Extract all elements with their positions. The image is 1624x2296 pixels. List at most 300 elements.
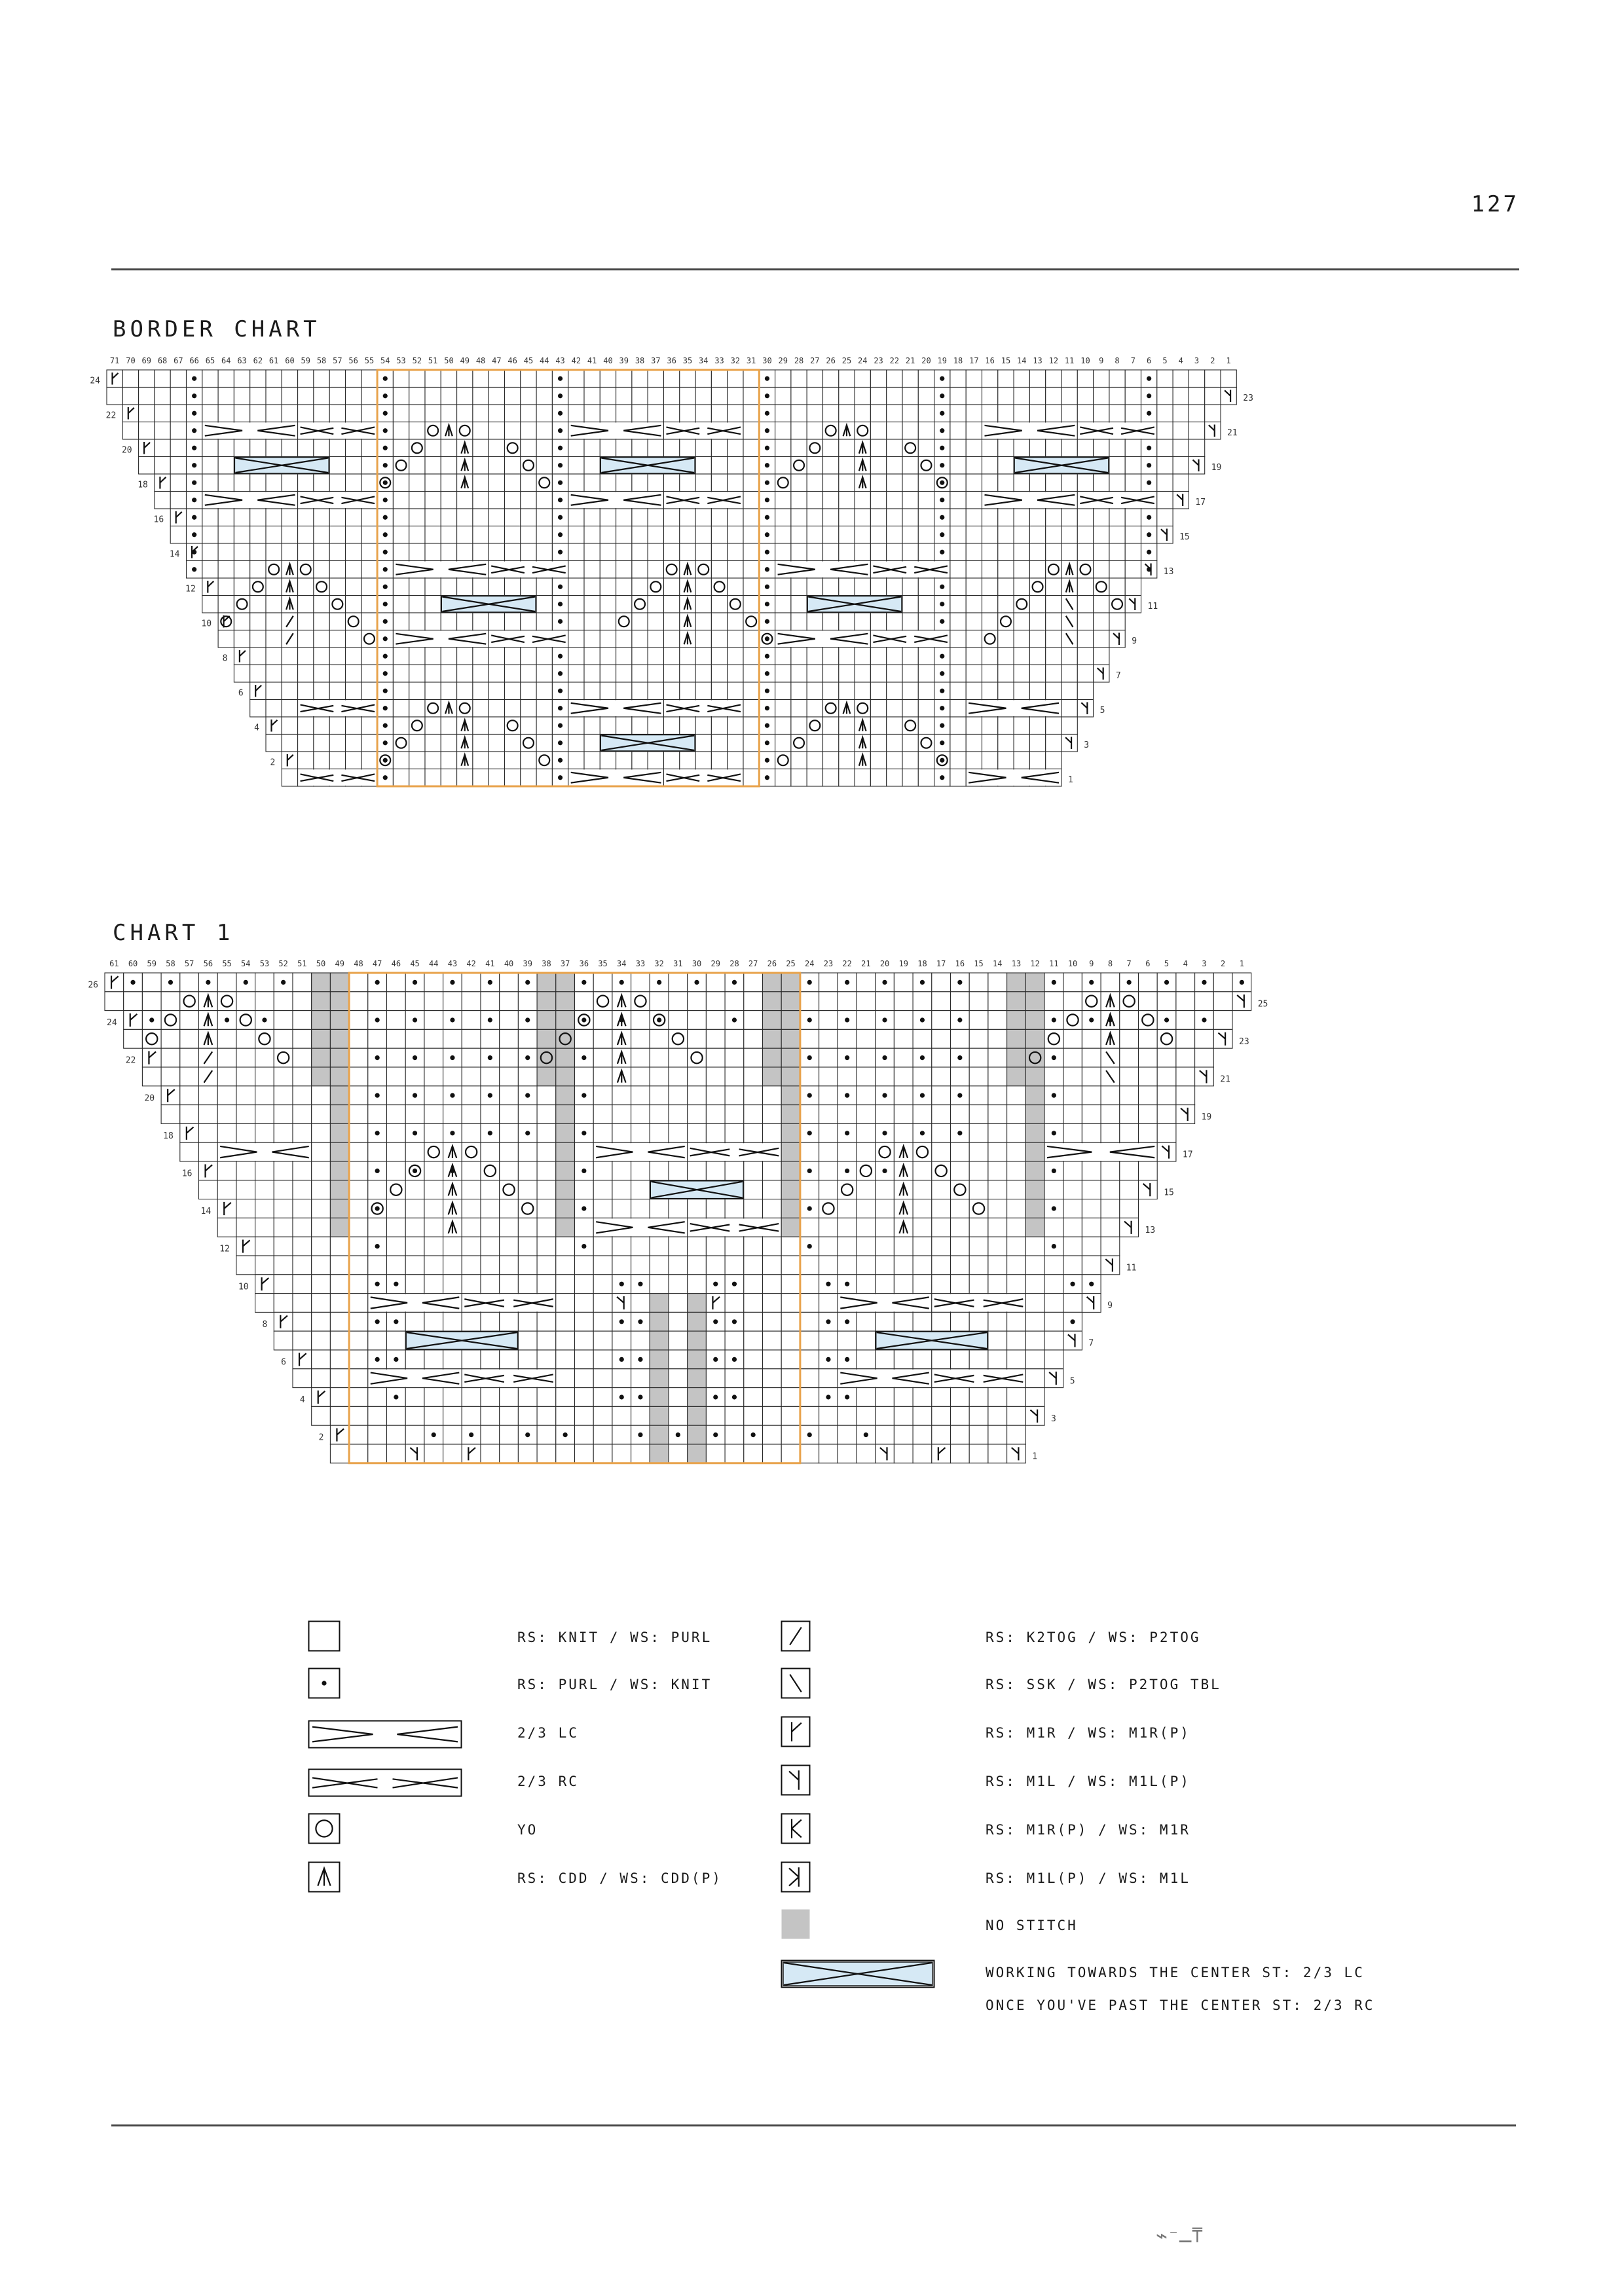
stitch-cell: [473, 509, 489, 526]
stitch-cell: [857, 973, 876, 992]
stitch-cell: [443, 1425, 462, 1444]
stitch-cell: [1094, 388, 1109, 405]
stitch-cell: [669, 992, 688, 1011]
stitch-cell: [255, 1029, 274, 1048]
purl-dot: [488, 1131, 492, 1135]
stitch-cell: [349, 992, 368, 1011]
column-number: 12: [1030, 959, 1040, 968]
stitch-cell: [857, 992, 876, 1011]
purl-dot: [940, 515, 944, 520]
purl-dot: [1052, 1055, 1056, 1060]
stitch-cell: [1063, 973, 1082, 992]
stitch-cell: [593, 1256, 612, 1275]
purl-dot: [619, 980, 624, 985]
stitch-cell: [425, 613, 441, 630]
stitch-cell: [819, 1444, 838, 1463]
column-number: 19: [898, 959, 908, 968]
stitch-cell: [1139, 973, 1158, 992]
center-cable: [234, 458, 329, 474]
stitch-cell: [664, 717, 680, 735]
stitch-cell: [1063, 1123, 1082, 1142]
column-number: 42: [571, 356, 581, 365]
stitch-cell: [298, 526, 314, 544]
stitch-cell: [425, 405, 441, 422]
stitch-cell: [293, 1294, 312, 1313]
stitch-cell: [988, 1161, 1007, 1180]
stitch-cell: [600, 439, 616, 457]
stitch-cell: [387, 1444, 406, 1463]
stitch-cell: [781, 1067, 800, 1086]
stitch-cell: [349, 1444, 368, 1463]
stitch-cell: [274, 992, 293, 1011]
stitch-cell: [966, 613, 982, 630]
stitch-cell: [823, 682, 839, 700]
purl-dot: [558, 532, 563, 537]
stitch-cell: [819, 1067, 838, 1086]
stitch-cell: [823, 509, 839, 526]
stitch-cell: [1082, 1086, 1101, 1105]
stitch-cell: [966, 578, 982, 596]
purl-dot: [192, 481, 196, 485]
stitch-cell: [839, 769, 855, 787]
stitch-cell: [1125, 439, 1141, 457]
stitch-cell: [329, 439, 345, 457]
stitch-cell: [894, 1123, 913, 1142]
stitch-cell: [536, 700, 552, 718]
stitch-cell: [1139, 992, 1158, 1011]
stitch-cell: [982, 596, 998, 613]
purl-dot: [807, 1055, 812, 1060]
stitch-cell: [593, 1048, 612, 1067]
stitch-cell: [1120, 1161, 1139, 1180]
stitch-cell: [234, 509, 249, 526]
stitch-cell: [1014, 509, 1029, 526]
stitch-cell: [969, 1350, 988, 1369]
stitch-cell: [293, 973, 312, 992]
stitch-cell: [695, 682, 711, 700]
stitch-cell: [763, 1369, 782, 1388]
legend-label: 2/3 LC: [517, 1725, 579, 1741]
stitch-cell: [969, 1029, 988, 1048]
stitch-cell: [743, 717, 759, 735]
stitch-cell: [405, 1406, 424, 1425]
chart-row: [234, 647, 1109, 665]
stitch-cell: [706, 973, 725, 992]
stitch-cell: [330, 1218, 349, 1237]
stitch-cell: [518, 1199, 537, 1218]
stitch-cell: [346, 526, 361, 544]
stitch-cell: [680, 439, 695, 457]
stitch-cell: [330, 1011, 349, 1030]
stitch-cell: [1044, 1369, 1063, 1388]
stitch-cell: [600, 630, 616, 648]
purl-dot: [957, 1093, 962, 1098]
column-number: 31: [746, 356, 756, 365]
stitch-cell: [349, 1011, 368, 1030]
stitch-cell: [481, 1275, 500, 1294]
stitch-cell: [234, 630, 249, 648]
stitch-cell: [781, 1369, 800, 1388]
stitch-cell: [457, 665, 473, 683]
stitch-cell: [180, 992, 199, 1011]
stitch-cell: [1232, 992, 1251, 1011]
purl-dot: [558, 619, 563, 624]
stitch-cell: [1139, 1067, 1158, 1086]
purl-dot: [807, 1093, 812, 1098]
stitch-cell: [425, 752, 441, 769]
purl-dot: [130, 980, 135, 985]
stitch-cell: [1044, 1105, 1063, 1124]
stitch-cell: [791, 543, 807, 561]
stitch-cell: [537, 1086, 556, 1105]
stitch-cell: [521, 647, 536, 665]
stitch-cell: [250, 405, 266, 422]
stitch-cell: [122, 405, 138, 422]
stitch-cell: [1189, 388, 1204, 405]
stitch-cell: [1063, 1105, 1082, 1124]
stitch-cell: [489, 578, 504, 596]
stitch-cell: [236, 1086, 255, 1105]
stitch-cell: [966, 630, 982, 648]
stitch-cell: [556, 1406, 575, 1425]
stitch-cell: [839, 474, 855, 492]
stitch-cell: [632, 752, 648, 769]
stitch-cell: [680, 405, 695, 422]
stitch-cell: [521, 700, 536, 718]
purl-dot: [558, 550, 563, 555]
purl-dot: [940, 758, 944, 763]
stitch-cell: [969, 1199, 988, 1218]
column-number: 70: [126, 356, 136, 365]
stitch-cell: [1063, 1237, 1082, 1256]
stitch-cell: [894, 1011, 913, 1030]
stitch-cell: [424, 1388, 443, 1407]
purl-dot: [1052, 1131, 1056, 1135]
stitch-cell: [688, 1294, 707, 1313]
stitch-cell: [593, 1067, 612, 1086]
stitch-cell: [839, 665, 855, 683]
stitch-cell: [823, 769, 839, 787]
stitch-cell: [425, 474, 441, 492]
stitch-cell: [575, 1444, 594, 1463]
purl-dot: [488, 1055, 492, 1060]
stitch-cell: [536, 769, 552, 787]
stitch-cell: [932, 1161, 951, 1180]
stitch-cell: [312, 1275, 331, 1294]
stitch-cell: [632, 439, 648, 457]
stitch-cell: [988, 1029, 1007, 1048]
stitch-cell: [807, 388, 822, 405]
stitch-cell: [711, 682, 727, 700]
stitch-cell: [1109, 388, 1125, 405]
stitch-cell: [518, 1331, 537, 1350]
stitch-cell: [312, 1105, 331, 1124]
stitch-cell: [500, 1218, 519, 1237]
stitch-cell: [612, 1180, 631, 1199]
stitch-cell: [584, 613, 600, 630]
stitch-cell: [855, 526, 870, 544]
stitch-cell: [568, 370, 584, 388]
stitch-cell: [632, 682, 648, 700]
stitch-cell: [823, 647, 839, 665]
stitch-cell: [255, 1199, 274, 1218]
column-number: 1: [1226, 356, 1231, 365]
stitch-cell: [819, 1425, 838, 1444]
stitch-cell: [669, 1256, 688, 1275]
stitch-cell: [988, 1048, 1007, 1067]
stitch-cell: [870, 422, 886, 440]
stitch-cell: [969, 1275, 988, 1294]
stitch-cell: [346, 735, 361, 752]
stitch-cell: [250, 474, 266, 492]
stitch-cell: [695, 388, 711, 405]
lc-cable: [394, 562, 488, 578]
stitch-cell: [441, 492, 456, 509]
stitch-cell: [688, 1331, 707, 1350]
purl-dot: [581, 1206, 586, 1211]
column-number: 18: [917, 959, 927, 968]
purl-dot: [940, 689, 944, 693]
column-number: 24: [858, 356, 868, 365]
stitch-cell: [857, 1406, 876, 1425]
stitch-cell: [998, 561, 1014, 579]
stitch-cell: [913, 1350, 932, 1369]
stitch-cell: [631, 1256, 650, 1275]
stitch-cell: [819, 1237, 838, 1256]
stitch-cell: [537, 1180, 556, 1199]
stitch-cell: [234, 665, 249, 683]
stitch-cell: [298, 717, 314, 735]
row-number: 25: [1257, 999, 1268, 1010]
stitch-cell: [518, 1256, 537, 1275]
stitch-cell: [473, 543, 489, 561]
stitch-cell: [1014, 405, 1029, 422]
stitch-cell: [521, 439, 536, 457]
stitch-cell: [838, 1256, 857, 1275]
stitch-cell: [728, 752, 743, 769]
stitch-cell: [800, 1180, 819, 1199]
stitch-cell: [170, 388, 186, 405]
stitch-cell: [282, 526, 297, 544]
stitch-cell: [312, 1161, 331, 1180]
stitch-cell: [951, 1105, 970, 1124]
stitch-cell: [1109, 370, 1125, 388]
stitch-cell: [293, 1029, 312, 1048]
stitch-cell: [857, 1048, 876, 1067]
stitch-cell: [1029, 388, 1045, 405]
stitch-cell: [743, 682, 759, 700]
stitch-cell: [393, 647, 409, 665]
lc-cable: [1045, 1143, 1156, 1161]
stitch-cell: [775, 647, 791, 665]
stitch-cell: [951, 1218, 970, 1237]
stitch-cell: [202, 439, 218, 457]
stitch-cell: [775, 769, 791, 787]
legend-label: 2/3 RC: [517, 1774, 579, 1789]
stitch-cell: [368, 1388, 387, 1407]
stitch-cell: [839, 682, 855, 700]
stitch-cell: [361, 457, 377, 475]
stitch-cell: [950, 561, 966, 579]
stitch-cell: [902, 735, 918, 752]
stitch-cell: [1125, 578, 1141, 596]
stitch-cell: [441, 543, 456, 561]
stitch-cell: [695, 613, 711, 630]
stitch-cell: [298, 474, 314, 492]
stitch-cell: [1014, 613, 1029, 630]
row-number: 3: [1051, 1413, 1056, 1424]
stitch-cell: [688, 1048, 707, 1067]
stitch-cell: [170, 509, 186, 526]
column-number: 2: [1221, 959, 1226, 968]
stitch-cell: [744, 1406, 763, 1425]
stitch-cell: [706, 1331, 725, 1350]
stitch-cell: [568, 613, 584, 630]
stitch-cell: [781, 1218, 800, 1237]
stitch-cell: [1094, 509, 1109, 526]
stitch-cell: [781, 973, 800, 992]
stitch-cell: [1157, 405, 1173, 422]
stitch-cell: [680, 543, 695, 561]
stitch-cell: [105, 973, 124, 992]
rc-cable: [299, 701, 377, 717]
stitch-cell: [1120, 1086, 1139, 1105]
stitch-cell: [932, 1180, 951, 1199]
column-number: 47: [492, 356, 502, 365]
stitch-cell: [807, 647, 822, 665]
stitch-cell: [600, 526, 616, 544]
stitch-cell: [218, 509, 234, 526]
stitch-cell: [368, 1444, 387, 1463]
legend-label: RS: CDD / WS: CDD(P): [517, 1870, 722, 1886]
stitch-cell: [424, 1180, 443, 1199]
stitch-cell: [443, 1029, 462, 1048]
stitch-cell: [1176, 1086, 1195, 1105]
column-number: 55: [364, 356, 375, 365]
stitch-cell: [218, 526, 234, 544]
row-number: 7: [1115, 671, 1121, 682]
stitch-cell: [1046, 665, 1061, 683]
stitch-cell: [489, 682, 504, 700]
stitch-cell: [387, 1331, 406, 1350]
stitch-cell: [462, 973, 481, 992]
stitch-cell: [575, 1406, 594, 1425]
column-number: 42: [466, 959, 476, 968]
stitch-cell: [600, 474, 616, 492]
column-number: 9: [1099, 356, 1104, 365]
purl-dot: [558, 428, 563, 433]
stitch-cell: [405, 1199, 424, 1218]
stitch-cell: [405, 1105, 424, 1124]
stitch-cell: [441, 647, 456, 665]
stitch-cell: [648, 474, 663, 492]
purl-dot: [732, 1319, 737, 1324]
stitch-cell: [1007, 1388, 1026, 1407]
stitch-cell: [1007, 1312, 1026, 1331]
stitch-cell: [462, 1218, 481, 1237]
stitch-cell: [728, 388, 743, 405]
stitch-cell: [680, 388, 695, 405]
stitch-cell: [1046, 630, 1061, 648]
stitch-cell: [293, 1123, 312, 1142]
stitch-cell: [706, 1105, 725, 1124]
column-number: 38: [542, 959, 551, 968]
stitch-cell: [763, 1406, 782, 1425]
stitch-cell: [998, 752, 1014, 769]
stitch-cell: [648, 752, 663, 769]
stitch-cell: [1044, 1312, 1063, 1331]
stitch-cell: [489, 665, 504, 683]
stitch-cell: [425, 509, 441, 526]
stitch-cell: [409, 596, 425, 613]
stitch-cell: [950, 370, 966, 388]
row-number: 17: [1195, 498, 1206, 508]
purl-dot: [1147, 463, 1151, 467]
stitch-cell: [489, 647, 504, 665]
purl-dot: [581, 1131, 586, 1135]
stitch-cell: [950, 543, 966, 561]
column-number: 71: [109, 356, 120, 365]
border-chart-title: BORDER CHART: [113, 316, 321, 342]
stitch-cell: [584, 578, 600, 596]
stitch-cell: [1025, 1312, 1044, 1331]
stitch-cell: [1125, 370, 1141, 388]
stitch-cell: [1007, 973, 1026, 992]
stitch-cell: [918, 717, 934, 735]
stitch-cell: [744, 1011, 763, 1030]
purl-dot: [1164, 980, 1169, 985]
stitch-cell: [1025, 1048, 1044, 1067]
stitch-cell: [664, 370, 680, 388]
stitch-cell: [537, 1105, 556, 1124]
stitch-cell: [274, 1256, 293, 1275]
stitch-cell: [424, 1067, 443, 1086]
stitch-cell: [368, 1218, 387, 1237]
stitch-cell: [457, 526, 473, 544]
purl-dot: [558, 393, 563, 398]
stitch-cell: [424, 1086, 443, 1105]
stitch-cell: [969, 1161, 988, 1180]
stitch-cell: [170, 457, 186, 475]
stitch-cell: [1061, 665, 1077, 683]
row-number: 18: [138, 480, 148, 490]
stitch-cell: [312, 1312, 331, 1331]
row-number: 13: [1163, 567, 1174, 577]
stitch-cell: [393, 509, 409, 526]
stitch-cell: [473, 370, 489, 388]
stitch-cell: [1189, 457, 1204, 475]
stitch-cell: [1014, 370, 1029, 388]
stitch-cell: [743, 422, 759, 440]
stitch-cell: [443, 1105, 462, 1124]
lc-cable: [967, 701, 1061, 717]
stitch-cell: [918, 596, 934, 613]
row-number: 12: [185, 584, 196, 594]
lc-cable: [369, 1294, 462, 1312]
stitch-cell: [1061, 509, 1077, 526]
stitch-cell: [1014, 630, 1029, 648]
stitch-cell: [988, 1425, 1007, 1444]
stitch-cell: [349, 1218, 368, 1237]
column-number: 39: [523, 959, 532, 968]
stitch-cell: [1189, 422, 1204, 440]
column-number: 60: [128, 959, 138, 968]
stitch-cell: [887, 457, 902, 475]
stitch-cell: [616, 509, 632, 526]
stitch-cell: [1157, 1067, 1176, 1086]
purl-dot: [525, 980, 530, 985]
stitch-cell: [266, 474, 282, 492]
